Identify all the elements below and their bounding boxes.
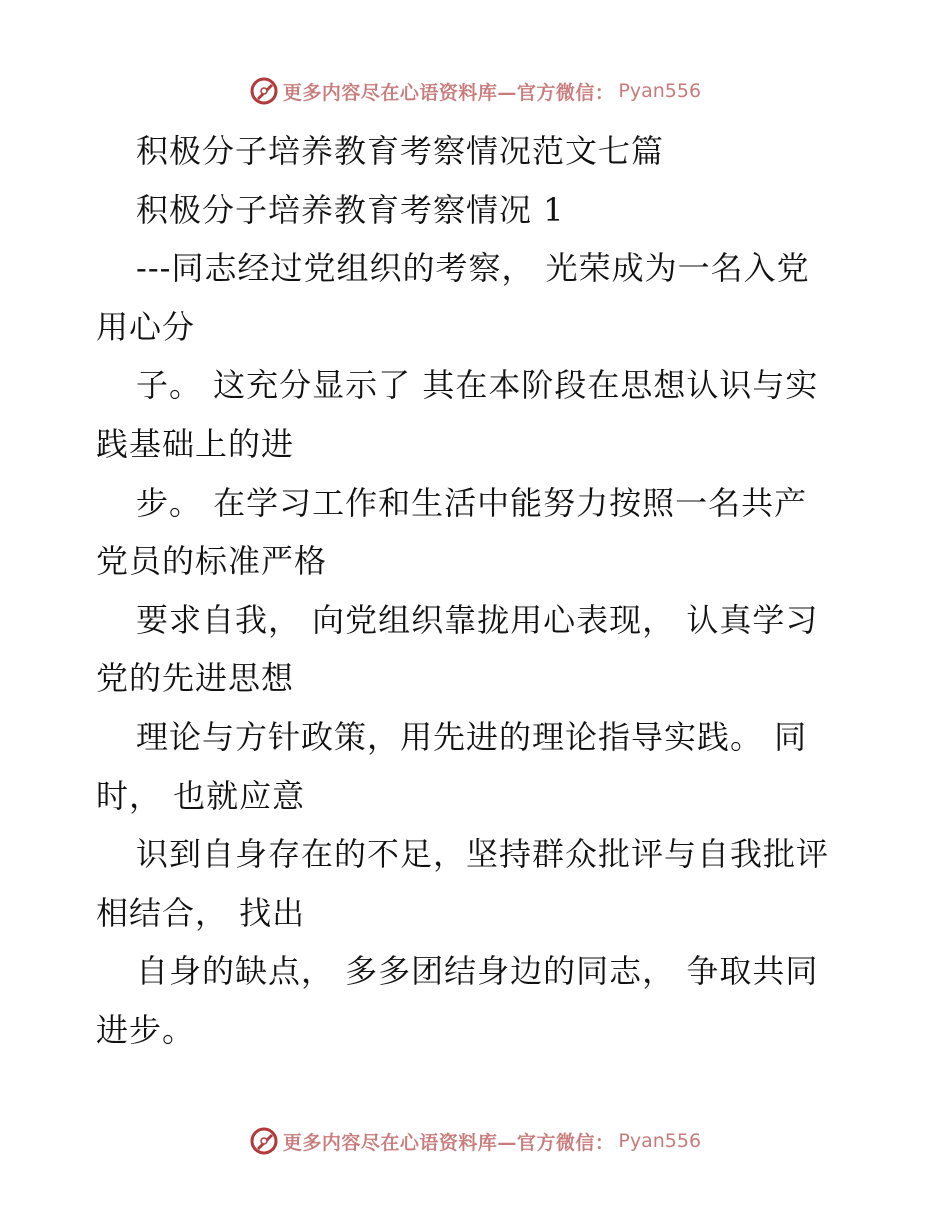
document-title: 积极分子培养教育考察情况范文七篇	[136, 132, 665, 170]
paragraph-line: 践基础上的进	[96, 424, 295, 463]
document-body	[96, 122, 856, 1060]
paragraph-line: 党的先进思想	[96, 659, 295, 698]
header-watermark	[0, 74, 950, 108]
watermark-text: 更多内容尽在心语资料库—官方微信：	[282, 1131, 615, 1154]
paragraph-line: 自身的缺点， 多多团结身边的同志， 争取共同	[136, 952, 819, 991]
paragraph-line: 时， 也就应意	[96, 776, 306, 815]
watermark-logo-icon	[249, 76, 279, 106]
watermark-logo-icon	[249, 1126, 279, 1156]
footer-watermark	[0, 1124, 950, 1158]
watermark-wechat-id: Pyan556	[618, 80, 702, 102]
paragraph-line: 相结合， 找出	[96, 893, 306, 932]
paragraph-line: 进步。	[96, 1010, 196, 1049]
paragraph-line: 要求自我， 向党组织靠拢用心表现， 认真学习	[136, 600, 819, 639]
watermark-text: 更多内容尽在心语资料库—官方微信：	[282, 81, 615, 104]
paragraph-line: 识到自身存在的不足，坚持群众批评与自我批评	[136, 835, 830, 874]
paragraph-line: 子。 这充分显示了 其在本阶段在思想认识与实	[136, 366, 819, 405]
paragraph-line: ---同志经过党组织的考察， 光荣成为一名入党	[136, 249, 810, 288]
paragraph-line: 理论与方针政策，用先进的理论指导实践。 同	[136, 717, 808, 756]
paragraph-line: 用心分	[96, 307, 196, 346]
watermark-wechat-id: Pyan556	[618, 1130, 702, 1152]
paragraph-line: 步。 在学习工作和生活中能努力按照一名共产	[136, 483, 808, 522]
section-heading: 积极分子培养教育考察情况 1	[136, 190, 565, 229]
paragraph-line: 党员的标准严格	[96, 542, 328, 581]
